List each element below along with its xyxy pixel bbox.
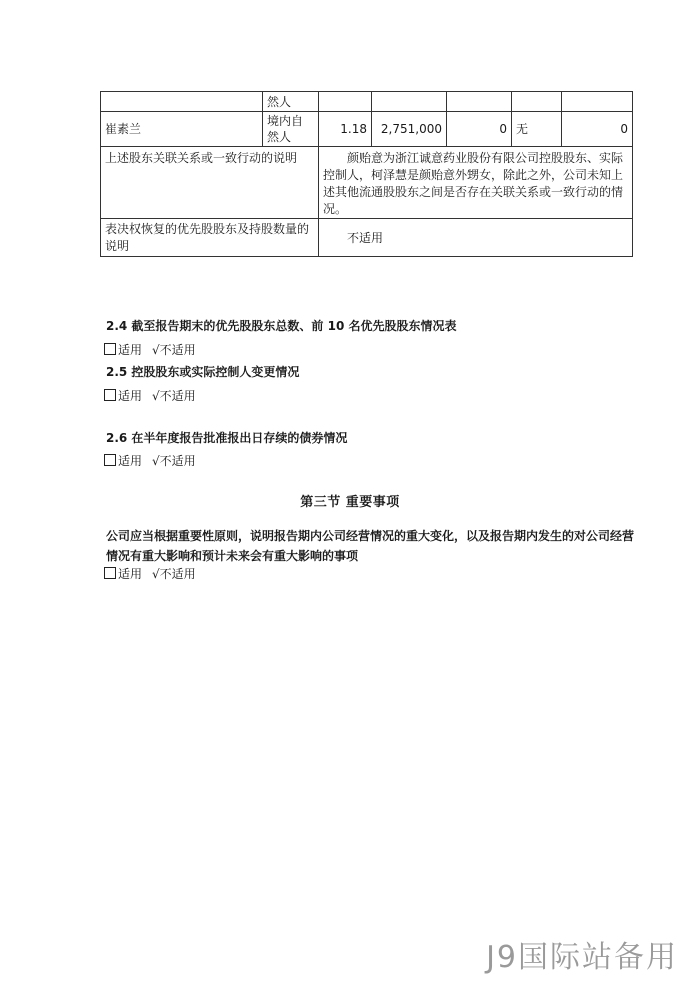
checkbox-empty-icon (104, 389, 116, 401)
option-label: √不适用 (152, 454, 196, 468)
option-label: 适用 (118, 343, 143, 357)
table-row (101, 219, 633, 257)
table-cell (447, 92, 512, 112)
voting-text-cell: 不适用 (319, 219, 633, 257)
shares-held-cell: 2,751,000 (372, 112, 447, 147)
table-cell (512, 92, 562, 112)
option-label: 适用 (118, 389, 143, 403)
table-cell (372, 92, 447, 112)
applicability-option (104, 566, 196, 582)
applicability-option (104, 342, 196, 358)
pledge-count-cell: 0 (562, 112, 633, 147)
shareholder-table (100, 91, 633, 257)
table-cell (101, 92, 263, 112)
table-cell (319, 92, 372, 112)
table-cell (562, 92, 633, 112)
watermark-text: J9国际站备用 (486, 940, 678, 975)
voting-label-cell: 表决权恢复的优先股股东及持股数量的说明 (101, 219, 319, 257)
applicability-option (104, 388, 196, 404)
option-label: √不适用 (152, 343, 196, 357)
holding-ratio-cell: 1.18 (319, 112, 372, 147)
option-label: √不适用 (152, 389, 196, 403)
checkbox-empty-icon (104, 454, 116, 466)
table-row (101, 147, 633, 219)
pledge-status-cell: 无 (512, 112, 562, 147)
relation-label-cell: 上述股东关联关系或一致行动的说明 (101, 147, 319, 219)
table-row (101, 92, 633, 112)
restricted-shares-cell: 0 (447, 112, 512, 147)
checkbox-empty-icon (104, 567, 116, 579)
option-label: 适用 (118, 567, 143, 581)
section-heading: 2.5 控股股东或实际控制人变更情况 (106, 365, 300, 379)
section-paragraph: 公司应当根据重要性原则，说明报告期内公司经营情况的重大变化，以及报告期内发生的对公司经营情况有重大影响和预计未来会有重大影响的事项 (106, 529, 635, 563)
shareholder-name-cell: 崔素兰 (101, 112, 263, 147)
option-label: 适用 (118, 454, 143, 468)
table-row (101, 112, 633, 147)
option-label: √不适用 (152, 567, 196, 581)
checkbox-empty-icon (104, 343, 116, 355)
applicability-option (104, 453, 196, 469)
relation-text-cell: 颜贻意为浙江诚意药业股份有限公司控股股东、实际控制人，柯泽慧是颜贻意外甥女，除此之外，公司未知上述其他流通股股东之间是否存在关联关系或一致行动的情况。 (319, 147, 633, 219)
section-heading: 2.4 截至报告期末的优先股股东总数、前 10 名优先股股东情况表 (106, 319, 457, 333)
shareholder-type-cell: 境内自然人 (263, 112, 319, 147)
shareholder-type-cell: 然人 (263, 92, 319, 112)
section-heading: 2.6 在半年度报告批准报出日存续的债券情况 (106, 431, 348, 445)
section-title: 第三节 重要事项 (300, 495, 400, 510)
